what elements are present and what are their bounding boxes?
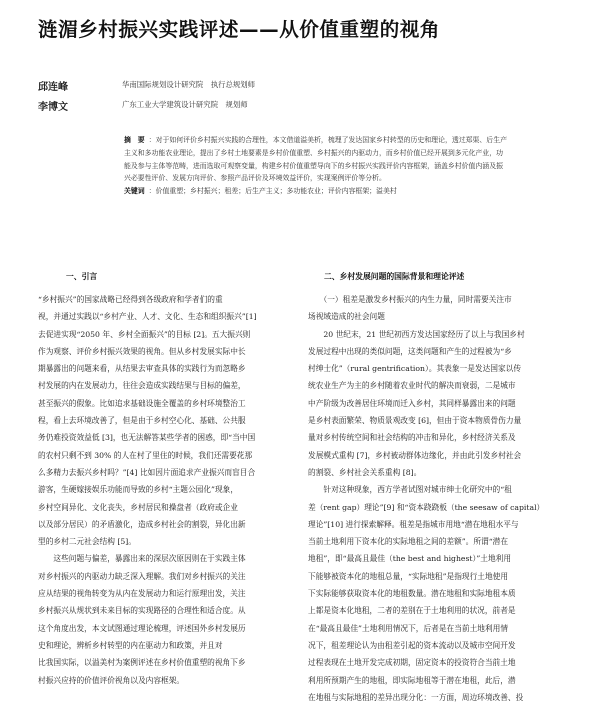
section-heading-background: 二、乡村发展问题的国际背景和理论评述 [324,272,465,281]
body-text-line: 对乡村振兴的内驱动力缺乏深入理解。我们对乡村振兴的关注 [38,571,246,581]
keywords-line: 关键词 ：价值重塑；乡村振兴；租差；后生产主义；多功能农业；评价内容框架；溢美村 [124,187,397,196]
body-text-line: 么多精力去振兴乡村吗？”[4] 比如因片面追求产业振兴而盲目合 [38,467,256,477]
body-text-line: 当前土地利用下资本化的实际地租之间的差额”。所谓“潜在 [308,537,509,547]
body-text-line: 统农业生产为主的乡村随着农业时代的解决而衰弱，二是城市 [308,381,516,391]
section-heading-introduction: 一、引言 [66,272,98,281]
body-text-line: 差（rent gap）理论”[9] 和“资本跷跷板（the seesaw of capital） [308,502,545,512]
body-text-line: 村绅士化”（rural gentrification）。其表象一是发达国家以传 [308,364,522,374]
body-text-line: 在“最高且最佳”土地利用情况下，后者是在当前土地利用情 [308,623,509,633]
body-text-line: 过程表现在土地开发完成初期，固定资本的投资符合当前土地 [308,658,516,668]
right-column-body [308,291,560,706]
body-text-line: 乡村振兴从规状到未来目标的实现路径的合理性和适合度。从 [38,606,246,616]
body-text-line: 在地租与实际地租的差异出现分化：一方面，周边环境改善、投 [308,692,524,702]
body-text-line: 的割裂、乡村社会关系重构 [8]。 [308,467,422,477]
body-text-line: 程，看上去环境改善了，但是由于乡村空心化、基础、公共服 [38,416,246,426]
body-text-line: 量对乡村传统空间和社会结构的冲击和异化，乡村经济关系及 [308,433,516,443]
author-row-2 [38,98,578,114]
keywords-label: 关键词 [124,187,145,196]
body-text-line: 去促进实现“2050 年、乡村全面振兴”的目标 [2]。五大振兴则 [38,329,251,339]
author-name: 邱连峰 [38,82,68,93]
body-text-line: 乡村空间异化、文化丧失，乡村居民和操盘者（政府或企业 [38,502,238,512]
body-text-line: 场视域造成的社会问题 [308,312,385,322]
author-name: 李博文 [38,102,68,113]
body-text-line: 比我国实际，以溢美村为案例评述在乡村价值重塑的视角下乡 [38,658,246,668]
body-text-line: 的农村只剩不到 30% 的人在村了里住的时候，我们还需要花那 [38,450,253,460]
author-affiliation: 华南国际规划设计研究院 执行总规划师 [122,80,256,89]
body-text-line: （一）租差是激发乡村振兴的内生力量，同时需要关注市 [308,295,512,304]
abstract-line: 能及参与主体等范畴，进而选取可观察变量，构建乡村价值重塑导向下的乡村振兴实践评价内容框架，涵盖乡村价值内涵及振 [124,161,503,170]
body-text-line: 发展模式重构 [7]，乡村被动群体边缘化，并由此引发乡村社会 [308,450,522,460]
body-text-line: 针对这种现象，西方学者试图对城市绅士化研究中的“租 [308,485,512,495]
body-text-line: 发展过程中出现的类似问题，这类问题和产生的过程被为“乡 [308,346,512,356]
body-text-line: 务仍难投资效益低 [3]，也无法解答某些学者的困惑，即“当中国 [38,433,256,443]
body-text-line: 这个角度出发，本文试图通过理论梳理，评述国外乡村发展历 [38,623,246,633]
abstract-line: 主义和多功能农业理论，提出了乡村土地要素是乡村价值重塑、乡村振兴的内驱动力，而乡村价值已经开展到多元化产业，功 [124,148,503,157]
body-text-line: 游客，生硬嫁接娱乐功能而导致的乡村“主题公园化”现象， [38,485,239,495]
body-text-line: 况下，租差理论认为由租差引起的资本流动以及城市空间开发 [308,640,516,650]
body-text-line: 利用所预期产生的地租，即实际地租等于潜在地租，此后，潜 [308,675,516,685]
body-text-line: 上都是资本化地租，二者的差别在于土地利用的状况，前者是 [308,606,516,616]
body-text-line: 史和理论，辨析乡村转型的内在驱动力和政策，并且对 [38,640,223,650]
body-text-line: “乡村振兴”的国家战略已经得到各级政府和学者们的重 [38,295,223,304]
body-text-line: 这些问题与偏差，暴露出来的深层次原因则在于实践主体 [38,554,246,564]
left-column-body [38,291,290,689]
body-text-line: 型的乡村二元社会结构 [5]。 [38,537,136,547]
body-text-line: 视，并通过实践以“乡村产业、人才、文化、生态和组织振兴”[1] [38,312,257,322]
keywords: 价值重塑；乡村振兴；租差；后生产主义；多功能农业；评价内容框架；溢美村 [155,187,397,196]
body-text-line: 中产阶级为改善居住环境而迁入乡村，其同样暴露出来的问题 [308,398,516,408]
body-text-line: 作为观察、评价乡村振兴效果的视角。但从乡村发展实际中长 [38,346,246,356]
author-affiliation: 广东工业大学建筑设计研究院 规划师 [122,100,248,109]
body-text-line: 村发展的内在发展动力，往往会造成实践结果与目标的偏差， [38,381,246,391]
abstract-line: 摘 要 ：对于如何评价乡村振兴实践的合理性，本文借道溢美析，梳理了发达国家乡村转型的历史和理论，透过郑渠、后生产 [124,136,507,144]
body-text-line: 下能够被资本化的地租总量，“实际地租”是指现行土地使用 [308,571,509,581]
paper-title: 涟湄乡村振兴实践评述——从价值重塑的视角 [38,18,441,41]
body-text-line: 期暴露出的问题来看，从结果去审查具体的实践行为而忽略乡 [38,364,246,374]
abstract-line: 兴必要性评价、发展方向评价、参照产品评价及环境效益评价，实现案例评价等分析。 [124,174,386,183]
body-text-line: 地租”，即“最高且最佳（the best and highest）”土地利用 [308,554,512,564]
body-text-line: 20 世纪末，21 世纪初西方发达国家经历了以上与我国乡村 [308,329,525,339]
body-text-line: 村振兴应持的价值评价视角以及内容框架。 [38,675,185,685]
body-text-line: 是乡村表面繁荣、物质景观改变 [6]，但由于资本物质骨伤力量 [308,416,522,426]
body-text-line: 下实际能够获取资本化的地租数量。潜在地租和实际地租本质 [308,589,516,599]
right-column [308,271,560,706]
abstract-label: 摘 要 [124,136,145,144]
body-text-line: 理论”[10] 进行探索解释。租差是指城市用地“潜在地租水平与 [308,519,519,529]
body-text-line: 甚至振兴的假象。比如追求基础设施全覆盖的乡村环境整治工 [38,398,246,408]
abstract-block [124,134,564,198]
left-column [38,271,290,689]
author-row-1 [38,78,578,94]
body-text-line: 以及部分居民）的矛盾激化，造成乡村社会的割裂，异化出新 [38,519,246,529]
body-text-line: 应从结果的视角转变为从内在发展动力和运行原理出发，关注 [38,589,246,599]
